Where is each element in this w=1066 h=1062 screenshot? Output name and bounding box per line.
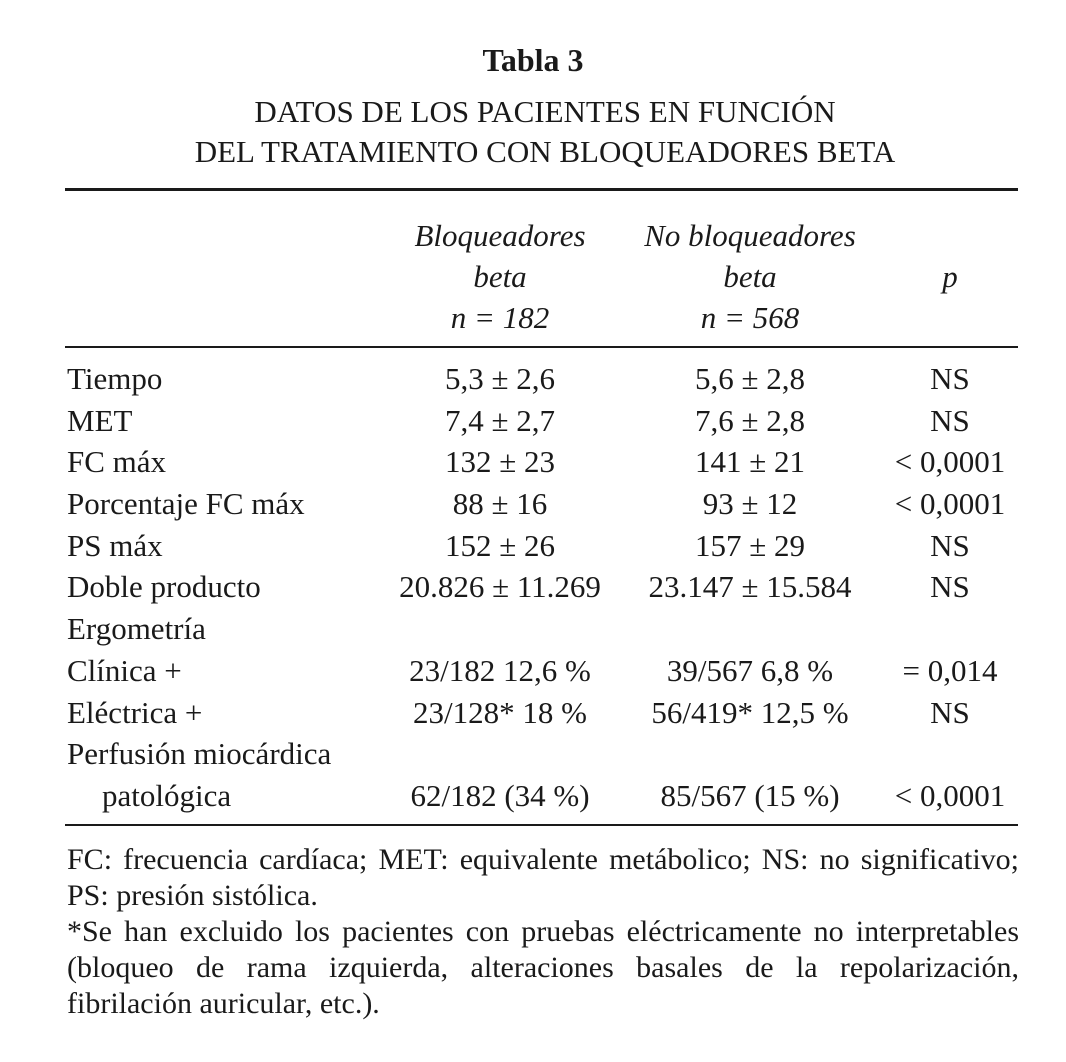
row-label: Porcentaje FC máx bbox=[67, 486, 305, 522]
cell-bloqueadores: 5,3 ± 2,6 bbox=[444, 361, 555, 396]
table-title-line2: DEL TRATAMIENTO CON BLOQUEADORES BETA bbox=[194, 134, 896, 169]
column-header-line: n = 568 bbox=[700, 300, 800, 335]
cell-bloqueadores: 132 ± 23 bbox=[444, 444, 555, 480]
row-label: PS máx bbox=[67, 527, 163, 563]
cell-bloqueadores: 62/182 (34 %) bbox=[410, 777, 590, 813]
footnote-exclusions: *Se han excluido los pacientes con pruebas eléctricamente no interpretables (bloqueo de rama izquierda, alteraciones basales de la repolarización, fibrilación auricular, etc.). bbox=[67, 915, 1019, 1020]
row-label: patológica bbox=[102, 777, 232, 813]
cell-p-value: NS bbox=[930, 361, 970, 396]
cell-no-bloqueadores: 157 ± 29 bbox=[694, 527, 805, 563]
cell-bloqueadores: 23/182 12,6 % bbox=[409, 652, 591, 688]
table-row bbox=[0, 775, 1066, 817]
table-title-line1: DATOS DE LOS PACIENTES EN FUNCIÓN bbox=[254, 94, 836, 129]
column-header-line: n = 182 bbox=[450, 300, 550, 335]
table-row bbox=[0, 358, 1066, 400]
cell-p-value: NS bbox=[930, 402, 970, 438]
cell-p-value: < 0,0001 bbox=[894, 777, 1006, 813]
column-header-bloqueadores bbox=[395, 215, 605, 338]
column-header-p: p bbox=[942, 259, 958, 294]
row-label: FC máx bbox=[67, 444, 167, 480]
cell-no-bloqueadores: 93 ± 12 bbox=[702, 486, 798, 522]
column-header-line: No bloqueadores bbox=[644, 218, 856, 253]
cell-p-value: = 0,014 bbox=[902, 652, 998, 688]
table-top-rule bbox=[65, 188, 1018, 191]
cell-no-bloqueadores: 5,6 ± 2,8 bbox=[694, 361, 805, 396]
row-label: MET bbox=[67, 402, 133, 438]
table-number: Tabla 3 bbox=[482, 42, 584, 78]
cell-p-value: NS bbox=[930, 694, 970, 730]
table-header-rule bbox=[65, 346, 1018, 348]
cell-no-bloqueadores: 39/567 6,8 % bbox=[666, 652, 834, 688]
row-label: Ergometría bbox=[67, 611, 206, 647]
cell-p-value: < 0,0001 bbox=[894, 444, 1006, 480]
cell-p-value: NS bbox=[930, 527, 970, 563]
table-row bbox=[0, 733, 1066, 775]
table-footnotes bbox=[67, 842, 1019, 1022]
table-row bbox=[0, 525, 1066, 567]
cell-no-bloqueadores: 141 ± 21 bbox=[694, 444, 805, 480]
column-header-line: beta bbox=[723, 259, 777, 294]
table-title bbox=[0, 92, 1066, 172]
table-row bbox=[0, 608, 1066, 650]
cell-no-bloqueadores: 23.147 ± 15.584 bbox=[648, 569, 852, 605]
table-bottom-rule bbox=[65, 824, 1018, 826]
table-row bbox=[0, 566, 1066, 608]
column-header-no-bloqueadores bbox=[630, 215, 870, 338]
row-label: Clínica + bbox=[67, 652, 182, 688]
cell-bloqueadores: 20.826 ± 11.269 bbox=[399, 569, 601, 605]
cell-no-bloqueadores: 56/419* 12,5 % bbox=[651, 694, 849, 730]
cell-no-bloqueadores: 85/567 (15 %) bbox=[660, 777, 840, 813]
table-row bbox=[0, 441, 1066, 483]
cell-bloqueadores: 88 ± 16 bbox=[452, 486, 548, 522]
row-label: Tiempo bbox=[67, 361, 163, 396]
row-label: Doble producto bbox=[67, 569, 261, 605]
table-row bbox=[0, 483, 1066, 525]
cell-bloqueadores: 7,4 ± 2,7 bbox=[444, 402, 555, 438]
table-body bbox=[0, 358, 1066, 817]
table-row bbox=[0, 692, 1066, 734]
column-header-line: beta bbox=[473, 259, 527, 294]
table-row bbox=[0, 400, 1066, 442]
cell-no-bloqueadores: 7,6 ± 2,8 bbox=[694, 402, 805, 438]
table-row bbox=[0, 650, 1066, 692]
cell-bloqueadores: 152 ± 26 bbox=[444, 527, 555, 563]
footnote-abbreviations: FC: frecuencia cardíaca; MET: equivalente metábolico; NS: no significativo; PS: presión sistólica. bbox=[67, 843, 1019, 912]
row-label: Perfusión miocárdica bbox=[67, 736, 332, 772]
cell-p-value: NS bbox=[930, 569, 970, 605]
column-header-line: Bloqueadores bbox=[414, 218, 586, 253]
cell-bloqueadores: 23/128* 18 % bbox=[413, 694, 587, 730]
row-label: Eléctrica + bbox=[67, 694, 203, 730]
cell-p-value: < 0,0001 bbox=[894, 486, 1006, 522]
